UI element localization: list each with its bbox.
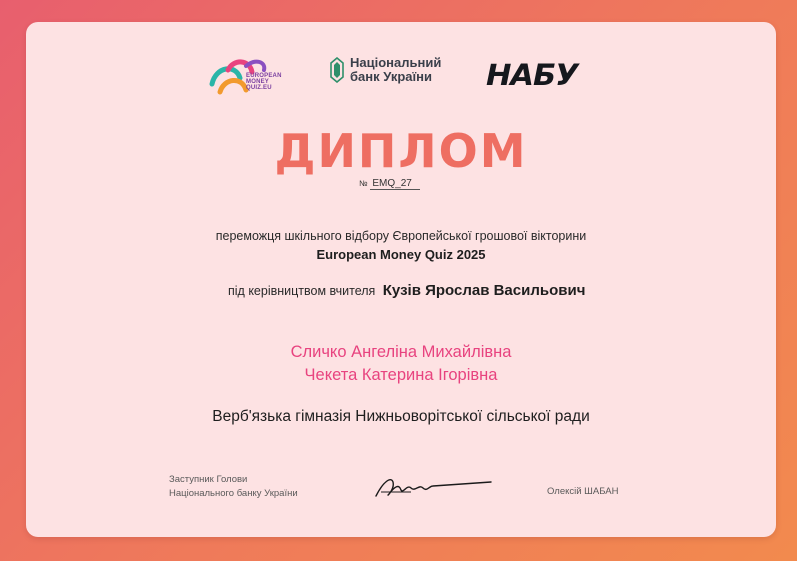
winner-name: Чекета Катерина Ігорівна bbox=[304, 366, 498, 384]
naibu-logo: НАБУ bbox=[486, 58, 578, 92]
teacher-line bbox=[228, 282, 585, 299]
diploma-card bbox=[26, 22, 776, 537]
winner-name: Сличко Ангеліна Михайлівна bbox=[290, 343, 512, 361]
number-value: EMQ_27 bbox=[370, 178, 420, 190]
number-prefix: № bbox=[359, 179, 368, 188]
nbu-emblem-icon bbox=[330, 57, 344, 83]
nbu-logo bbox=[330, 56, 441, 84]
nbu-name-line1: Національний bbox=[350, 55, 442, 70]
handwritten-signature bbox=[371, 472, 496, 502]
award-description: переможця шкільного відбору Європейської грошової вікторини bbox=[215, 229, 587, 243]
nbu-name-line2: банк України bbox=[350, 69, 432, 84]
teacher-prefix: під керівництвом вчителя bbox=[228, 284, 376, 298]
diploma-title: ДИПЛОМ bbox=[274, 124, 528, 178]
teacher-name: Кузів Ярослав Васильович bbox=[382, 282, 586, 299]
school-name: Верб'язька гімназія Нижньоворітської сільської ради bbox=[212, 408, 590, 425]
signatory-role: Заступник Голови Національного банку України bbox=[169, 474, 298, 499]
emq-logo-text: EUROPEAN MONEY QUIZ.EU bbox=[246, 73, 282, 91]
diploma-number bbox=[359, 178, 420, 190]
signatory-name: Олексій ШАБАН bbox=[547, 486, 619, 497]
quiz-name: European Money Quiz 2025 bbox=[316, 247, 486, 262]
